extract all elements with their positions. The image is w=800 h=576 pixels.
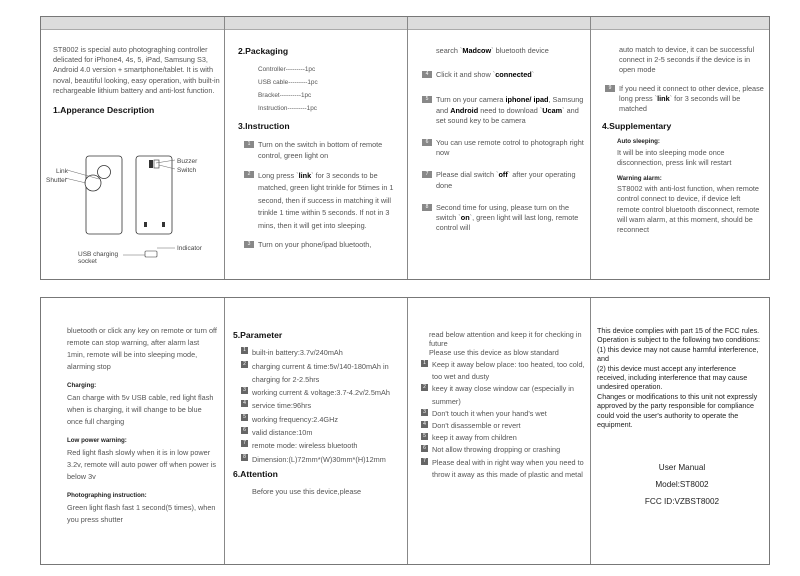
step-text: , Samsung and — [436, 95, 584, 115]
step-number-icon: 4 — [422, 71, 432, 78]
bullet-icon: 6 — [241, 427, 248, 434]
step-keyword: connected — [495, 70, 532, 80]
step-text: Turn on the switch in bottom of remote control, green light on — [258, 140, 383, 160]
instruction-step-9 — [599, 84, 765, 115]
model-number: Model:ST8002 — [655, 480, 709, 490]
bottom-divider-1 — [224, 298, 225, 564]
top-col-2 — [238, 46, 398, 251]
attention-text: keep it away from children — [432, 433, 517, 443]
step-keyword: link — [298, 170, 312, 180]
parameter-text: built-in battery:3.7v/240mAh — [252, 348, 343, 358]
standard-text: Please use this device as blow standard — [429, 348, 559, 357]
parameter-text: Dimension:(L)72mm*(W)30mm*(H)12mm — [252, 454, 386, 464]
manual-info — [597, 459, 767, 510]
parameter-text: service time:96hrs — [252, 401, 312, 411]
bullet-icon: 7 — [241, 440, 248, 447]
bullet-icon: 3 — [241, 387, 248, 394]
parameter-heading: 5.Parameter — [233, 330, 283, 340]
top-col-1 — [53, 45, 221, 115]
step-text: ` after your operating done — [436, 170, 576, 190]
step-text: Turn on your phone/ipad bluetooth, — [258, 240, 372, 250]
alarm-stop-text: bluetooth or click any key on remote or turn off remote can stop warning, after alarm last 1min, remote will be into sleeping mode, alarming stop — [67, 326, 217, 371]
photographing-title: Photographing instruction: — [67, 492, 147, 499]
parameter-item — [241, 453, 401, 466]
step-keyword: off — [498, 170, 508, 180]
packaging-heading: 2.Packaging — [238, 46, 289, 56]
attention-item — [421, 383, 585, 407]
fcc-statement: This device complies with part 15 of the FCC rules. Operation is subject to the following two conditions: (1) this device may not cause harmful interference, and (2) this device must accept any interference received, including interference that may cause undesired operation. Changes or modifications to this unit not expressly approved by the party responsible for compliance could void the user's authority to operate the equipment. — [597, 326, 761, 430]
appearance-heading: 1.Apperance Description — [53, 105, 155, 116]
packaging-item: USB cable---------1pc — [258, 79, 318, 87]
step-text: Second time for using, please turn on the switch ` — [436, 202, 570, 223]
packaging-list — [238, 63, 398, 115]
parameter-item — [241, 413, 401, 426]
step-text: You can use remote cotrol to photograph right now — [436, 138, 584, 158]
parameter-item — [241, 386, 401, 399]
bullet-icon: 4 — [241, 400, 248, 407]
top-col-4 — [599, 45, 765, 235]
label-switch: Switch — [177, 167, 197, 174]
low-power-title: Low power warning: — [67, 437, 127, 444]
instruction-step-1 — [238, 140, 398, 160]
top-col-3 — [416, 46, 586, 233]
step-text: Turn on your camera — [436, 95, 506, 105]
instruction-step-2 — [238, 170, 398, 233]
label-indicator: Indicator — [177, 245, 202, 252]
bottom-divider-2 — [407, 298, 408, 564]
parameter-list — [233, 346, 401, 466]
step-text: If you need it connect to other device, please long press ` — [619, 83, 764, 103]
step-text: auto match to device, it can be successful connect in 2-5 seconds if the device is in open mode — [619, 45, 755, 75]
label-buzzer: Buzzer — [177, 158, 198, 165]
instruction-step-6 — [416, 138, 586, 158]
parameter-item — [241, 346, 401, 359]
step-text: ` bluetooth device — [491, 46, 549, 55]
step-number-icon: 1 — [244, 141, 254, 148]
attention-item — [421, 408, 585, 420]
parameter-text: charging current & time:5v/140-180mAh in charging for 2-2.5hrs — [252, 361, 389, 384]
bullet-icon: 4 — [421, 421, 428, 428]
supplementary-heading: 4.Supplementary — [602, 121, 672, 132]
top-panel — [40, 16, 770, 280]
auto-sleep-text: It will be into sleeping mode once disconnection, press link will restart — [617, 147, 732, 167]
packaging-item: Instruction---------1pc — [258, 105, 317, 113]
bullet-icon: 3 — [421, 409, 428, 416]
bottom-col-2 — [233, 329, 401, 499]
instruction-step-8-cont — [599, 45, 765, 76]
attention-item — [421, 359, 585, 383]
attention-text: Please deal with in right way when you need to throw it away as this made of plastic and metal — [432, 457, 584, 479]
label-usb-socket: USB charging socket — [78, 251, 119, 265]
step-number-icon: 7 — [422, 171, 432, 178]
bullet-icon: 5 — [421, 433, 428, 440]
attention-item — [421, 457, 585, 481]
bottom-col-3 — [421, 330, 585, 481]
bottom-col-1 — [67, 325, 219, 526]
top-divider-2 — [407, 17, 408, 279]
label-shutter: Shutter — [46, 177, 67, 184]
step-text: search ` — [436, 46, 463, 55]
step-number-icon: 8 — [422, 204, 432, 211]
warning-title: Warning alarm: — [617, 175, 662, 183]
bottom-divider-3 — [590, 298, 591, 564]
step-text: need to download ` — [478, 105, 543, 115]
step-number-icon: 3 — [244, 241, 254, 248]
instruction-heading: 3.Instruction — [238, 121, 290, 132]
parameter-item — [241, 399, 401, 412]
step-number-icon: 2 — [244, 171, 254, 178]
instruction-step-7 — [416, 170, 586, 190]
attention-text: keey it away close window car (especially in summer) — [432, 384, 574, 406]
top-divider-1 — [224, 17, 225, 279]
step-keyword: Android — [450, 105, 479, 115]
parameter-text: remote mode: wireless bluetooth — [252, 441, 358, 451]
parameter-text: working current & voltage:3.7-4.2v/2.5mAh — [252, 388, 390, 398]
attention-item — [421, 432, 585, 444]
instruction-step-8 — [416, 203, 586, 234]
step-keyword: link — [657, 93, 670, 103]
attention-item — [421, 420, 585, 432]
bullet-icon: 2 — [241, 361, 248, 368]
bottom-panel — [40, 297, 770, 565]
parameter-item — [241, 439, 401, 452]
parameter-item — [241, 426, 401, 439]
bullet-icon: 1 — [241, 347, 248, 354]
step-text: Please dial switch ` — [436, 170, 499, 180]
step-text: ` — [531, 70, 535, 80]
attention-intro: Before you use this device,please — [252, 487, 362, 497]
step-text: ` for 3 seconds to be matched, green light trinkle for 5times in 1 second, then if success in matching it will trinkle 1 time within 5 seconds. If not in 3 mins, then it will get into sleeping. — [258, 170, 394, 230]
bullet-icon: 7 — [421, 458, 428, 465]
instruction-step-4 — [416, 70, 586, 80]
attention-list — [421, 359, 585, 481]
packaging-item: Controller---------1pc — [258, 66, 316, 74]
step-text: ` and set sound key to be camera — [436, 105, 579, 125]
step-keyword: Madcow — [462, 46, 492, 55]
attention-text: Keep it away below place: too heated, too cold, too wet and dusty — [432, 360, 585, 382]
bullet-icon: 1 — [421, 360, 428, 367]
bullet-icon: 8 — [241, 454, 248, 461]
step-text: `, green light will last long, remote control will — [436, 213, 579, 233]
top-divider-3 — [590, 17, 591, 279]
bullet-icon: 2 — [421, 384, 428, 391]
packaging-item: Bracket----------1pc — [258, 92, 312, 100]
step-text: Click it and show ` — [436, 70, 496, 80]
parameter-text: valid distance:10m — [252, 428, 313, 438]
auto-sleep-title: Auto sleeping: — [617, 138, 660, 146]
step-number-icon: 6 — [422, 139, 432, 146]
bullet-icon: 6 — [421, 445, 428, 452]
instruction-step-5 — [416, 95, 586, 126]
attention-heading: 6.Attention — [233, 468, 278, 479]
manual-title: User Manual — [658, 463, 706, 473]
top-header-band — [41, 17, 769, 30]
photographing-text: Green light flash fast 1 second(5 times), when you press shutter — [67, 503, 216, 524]
charging-title: Charging: — [67, 382, 97, 389]
warning-text: ST8002 with anti-lost function, when remote control connect to device, if device left remote control bluetooth disconnect, remote will warn alarm, at this moment, should be reconnect — [617, 184, 760, 235]
bottom-col-4 — [597, 326, 767, 510]
parameter-text: working frequency:2.4GHz — [252, 414, 338, 424]
charging-text: Can charge with 5v USB cable, red light flash when is charging, it will change to be blue once full charging — [67, 393, 214, 426]
step-keyword: iphone/ ipad — [505, 95, 549, 105]
supplementary-body — [599, 137, 765, 235]
bullet-icon: 5 — [241, 414, 248, 421]
parameter-item — [241, 360, 401, 387]
step-text: ` for 3 seconds will be matched — [619, 93, 741, 114]
low-power-text: Red light flash slowly when it is in low power 3.2v, remote will auto power off when power is below 3v — [67, 448, 216, 481]
instruction-step-3-cont — [416, 46, 586, 56]
label-link: Link — [56, 168, 68, 175]
attention-item — [421, 444, 585, 456]
attention-text: Don't disassemble or revert — [432, 421, 521, 431]
fcc-id: FCC ID:VZBST8002 — [644, 497, 720, 507]
attention-cont: read below attention and keep it for checking in future — [429, 330, 582, 348]
step-text: Long press ` — [258, 170, 299, 180]
attention-text: Don't touch it when your hand's wet — [432, 408, 547, 418]
step-number-icon: 9 — [605, 85, 615, 92]
instruction-step-3 — [238, 240, 398, 250]
step-number-icon: 5 — [422, 96, 432, 103]
step-keyword: on — [460, 213, 470, 223]
intro-text: ST8002 is special auto photograghing controller delicated for iPhone4, 4s, 5, iPad, Samsung S3, Android 4.0 version + smartphone/tablet. It is with noval, beautiful looking, easy operation, with built-in rechargeable lithium battery and anti-lost function. — [53, 45, 220, 95]
step-keyword: Ucam — [542, 105, 563, 115]
attention-text: Not allow throwing dropping or crashing — [432, 445, 561, 455]
